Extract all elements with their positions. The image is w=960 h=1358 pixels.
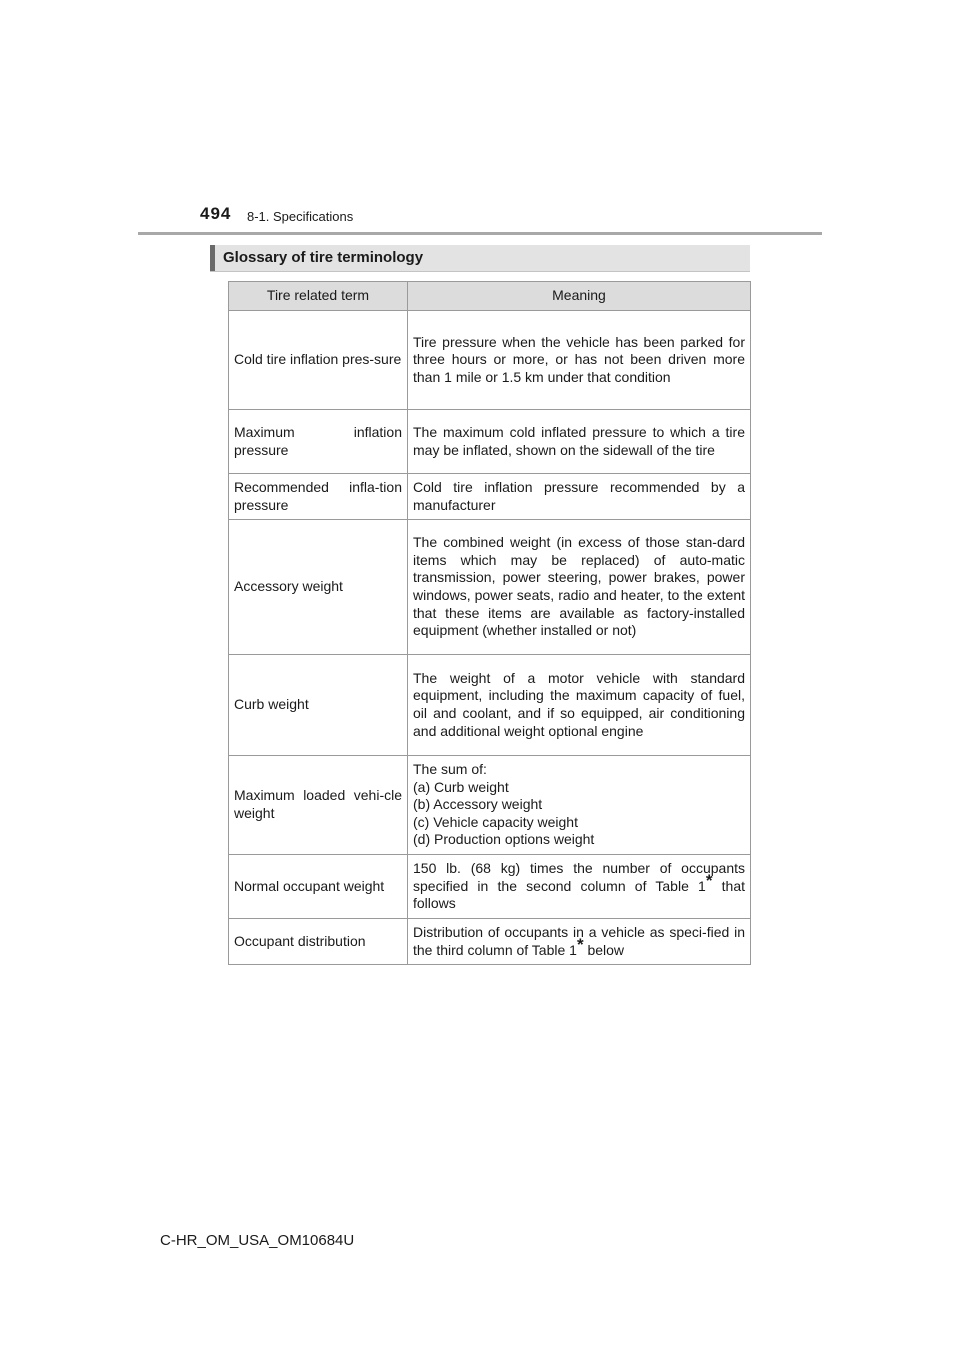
section-label: 8-1. Specifications — [247, 209, 354, 224]
page-number: 494 — [200, 204, 232, 223]
term-cell: Accessory weight — [229, 520, 408, 655]
glossary-heading — [210, 245, 750, 272]
meaning-cell — [408, 756, 751, 855]
table-row — [229, 520, 751, 655]
footnote-asterisk: * — [705, 870, 713, 890]
term-cell: Cold tire inflation pres-sure — [229, 311, 408, 410]
meaning-list-item: (c) Vehicle capacity weight — [413, 813, 578, 830]
meaning-list-item: (d) Production options weight — [413, 831, 595, 848]
footnote-asterisk: * — [576, 934, 584, 954]
meaning-text: Distribution of occupants in a vehicle as speci-fied in the third column of Table 1 — [413, 923, 745, 958]
header-divider — [138, 232, 822, 235]
table-row — [229, 410, 751, 474]
table-row — [229, 919, 751, 965]
term-cell: Curb weight — [229, 655, 408, 756]
term-cell: Normal occupant weight — [229, 855, 408, 919]
column-header-meaning: Meaning — [408, 282, 751, 311]
table-row — [229, 311, 751, 410]
meaning-cell: Cold tire inflation pressure recommended by a manufacturer — [408, 474, 751, 520]
table-row — [229, 655, 751, 756]
term-cell: Occupant distribution — [229, 919, 408, 965]
glossary-title: Glossary of tire terminology — [223, 249, 424, 266]
meaning-text-end: that follows — [413, 877, 746, 912]
meaning-cell: The maximum cold inflated pressure to which a tire may be inflated, shown on the sidewall of the tire — [408, 410, 751, 474]
meaning-text: 150 lb. (68 kg) times the number of occupants specified in the second column of Table 1 — [413, 860, 745, 894]
table-row — [229, 756, 751, 855]
table-row — [229, 855, 751, 919]
meaning-cell: The combined weight (in excess of those stan-dard items which may be replaced) of auto-matic transmission, power steering, power brakes, power windows, power seats, radio and heater, to the extent that these items are available as factory-installed equipment (whether installed or not) — [408, 520, 751, 655]
meaning-cell — [408, 855, 751, 919]
table-header-row — [229, 282, 751, 311]
term-cell: Maximum inflation pressure — [229, 410, 408, 474]
table-row — [229, 474, 751, 520]
meaning-cell — [408, 919, 751, 965]
glossary-table — [228, 281, 751, 965]
meaning-list-item: (b) Accessory weight — [413, 796, 543, 813]
term-cell: Recommended infla-tion pressure — [229, 474, 408, 520]
column-header-term: Tire related term — [229, 282, 408, 311]
document-code: C-HR_OM_USA_OM10684U — [160, 1232, 355, 1249]
meaning-text-end: below — [583, 941, 625, 958]
meaning-cell: Tire pressure when the vehicle has been parked for three hours or more, or has not been driven more than 1 mile or 1.5 km under that condition — [408, 311, 751, 410]
term-cell: Maximum loaded vehi-cle weight — [229, 756, 408, 855]
meaning-intro: The sum of: — [413, 761, 487, 778]
heading-accent-bar — [210, 245, 215, 271]
meaning-list-item: (a) Curb weight — [413, 778, 509, 795]
meaning-cell: The weight of a motor vehicle with standard equipment, including the maximum capacity of fuel, oil and coolant, and if so equipped, air conditioning and additional weight optional engine — [408, 655, 751, 756]
